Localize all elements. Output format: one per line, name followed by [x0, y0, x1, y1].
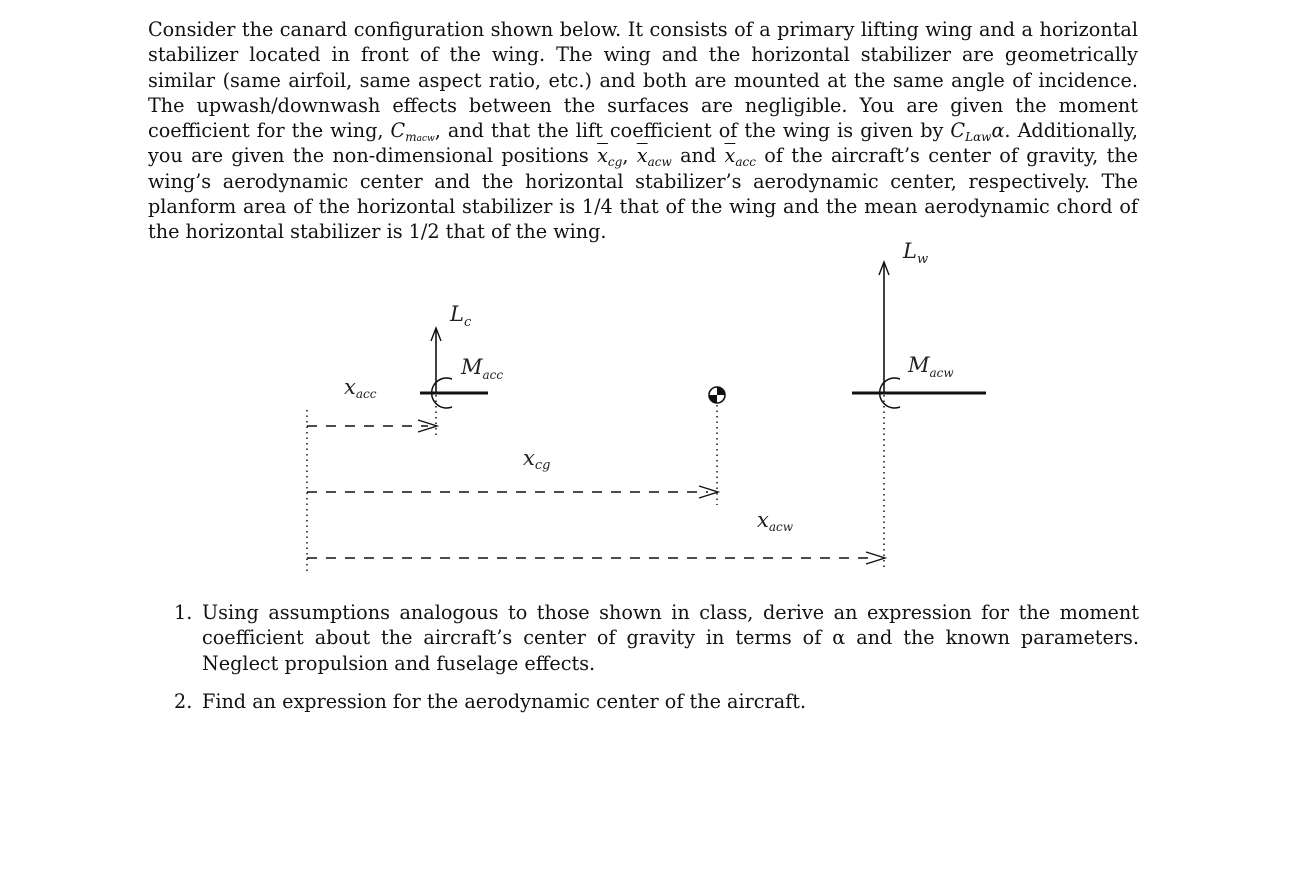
- label-Lc: $L_c$: [450, 302, 472, 330]
- question-item: [174, 600, 1139, 676]
- alpha-symbol: α: [991, 119, 1005, 143]
- intro-text-1: Consider the canard configuration shown below. It consists of a primary lifting wing and a horizontal stabilizer located in front of the wing. The wing and the horizontal stabilizer are geometrically similar (same airfoil, same aspect ratio, etc.) and both are mounted at the same angle of incidence. The upwash/downwash effects between the surfaces are negligible. You are given the moment coefficient for the wing,: [148, 18, 1138, 143]
- label-xcg: xcg: [523, 446, 551, 473]
- intro-text-2: , and that the lift coefficient of the wing is given by: [434, 119, 951, 143]
- canard-diagram: [0, 228, 1290, 588]
- question-text: Find an expression for the aerodynamic center of the aircraft.: [202, 689, 807, 713]
- label-Macc: $M_{acc}$: [461, 355, 504, 382]
- question-list: [174, 600, 1139, 727]
- question-number: 2.: [174, 689, 193, 713]
- intro-text-3: . Additionally, you are given the non-dimensional positions: [148, 119, 1138, 168]
- intro-text-4: of the aircraft’s center of gravity, the wing’s aerodynamic center and the horizontal stabilizer’s aerodynamic center, respectively. The planform area of the horizontal stabilizer is 1/4 that of the wing and the mean aerodynamic chord of the horizontal stabilizer is 1/2 that of the wing.: [148, 144, 1138, 244]
- xacw-symbol: $\overline{x}$: [636, 144, 648, 168]
- xcg-arrowhead: [699, 486, 718, 498]
- problem-statement: Consider the canard configuration shown below. It consists of a primary lifting wing and a horizontal stabilizer located in front of the wing. The wing and the horizontal stabilizer are geometrically similar (same airfoil, same aspect ratio, etc.) and both are mounted at the same angle of incidence. The upwash/downwash effects between the surfaces are negligible. You are given the moment coefficient for the wing, $C_{macw}$, and that the lift coefficient of the wing is given by $C_{L\alpha w}\alpha$. Additionally, you are given the non-dimensional positions $\overline{x}_{cg}$, $\overline{x}_{acw}$ and $\overline{x}_{acc}$ of the aircraft’s center of gravity, the wing’s aerodynamic center and the horizontal stabilizer’s aerodynamic center, respectively. The planform area of the horizontal stabilizer is 1/4 that of the wing and the mean aerodynamic chord of the horizontal stabilizer is 1/2 that of the wing.: [148, 18, 1138, 244]
- cl-symbol: C: [950, 119, 966, 143]
- label-Macw: $M_{acw}$: [908, 353, 954, 380]
- cg-symbol: [709, 387, 725, 403]
- label-xacc: xacc: [344, 375, 377, 401]
- question-item: [174, 689, 1139, 714]
- xcg-symbol: $\overline{x}$: [597, 144, 608, 168]
- question-number: 1.: [174, 601, 193, 624]
- cm-symbol: C: [390, 119, 406, 143]
- label-Lw: $L_w$: [903, 239, 929, 267]
- question-text: Using assumptions analogous to those shown in class, derive an expression for the moment coefficient about the aircraft’s center of gravity in terms of α and the known parameters. Neglect propulsion and fuselage effects.: [202, 601, 1139, 675]
- xacc-symbol: $\overline{x}$: [724, 144, 736, 168]
- label-xacw: xacw: [757, 508, 793, 534]
- xacw-arrowhead: [866, 552, 885, 564]
